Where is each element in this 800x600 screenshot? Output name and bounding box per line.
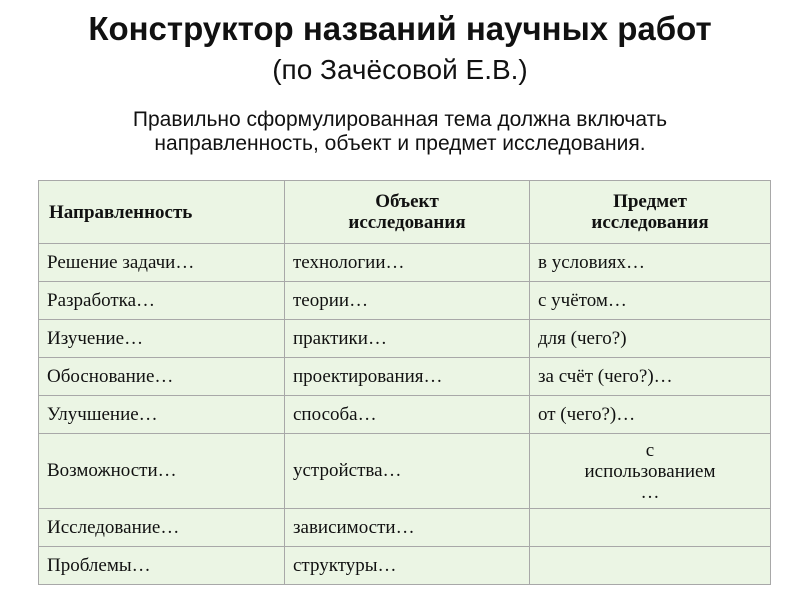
table-row <box>39 244 771 282</box>
table-row <box>39 509 771 547</box>
table-cell: за счёт (чего?)… <box>530 358 771 396</box>
table-cell: проектирования… <box>285 358 530 396</box>
wrapped-cell-line2: использованием <box>584 460 716 482</box>
header-object-line2: исследования <box>348 212 466 233</box>
intro-line-2: направленность, объект и предмет исследования. <box>154 132 646 155</box>
wrapped-cell-line3: … <box>640 481 660 503</box>
table-row <box>39 434 771 509</box>
table-cell: от (чего?)… <box>530 396 771 434</box>
table-cell: в условиях… <box>530 244 771 282</box>
table-cell: устройства… <box>285 434 530 509</box>
table-cell: технологии… <box>285 244 530 282</box>
table-cell: способа… <box>285 396 530 434</box>
table-cell: зависимости… <box>285 509 530 547</box>
header-subject-line2: исследования <box>591 212 709 233</box>
header-subject-line1: Предмет <box>613 191 687 212</box>
table-cell <box>530 547 771 585</box>
table-cell: для (чего?) <box>530 320 771 358</box>
header-object-line1: Объект <box>375 191 439 212</box>
page-subtitle: (по Зачёсовой Е.В.) <box>272 54 528 85</box>
intro-text <box>0 108 800 156</box>
table-cell: Обоснование… <box>39 358 285 396</box>
table-cell: Улучшение… <box>39 396 285 434</box>
wrapped-cell-line1: с <box>645 439 655 461</box>
table-row <box>39 358 771 396</box>
header-direction <box>39 181 285 244</box>
table-row <box>39 396 771 434</box>
intro-line-1: Правильно сформулированная тема должна включать <box>132 108 668 131</box>
table-cell <box>530 509 771 547</box>
table-cell: Проблемы… <box>39 547 285 585</box>
table-cell: теории… <box>285 282 530 320</box>
table-cell: Изучение… <box>39 320 285 358</box>
table-cell: Решение задачи… <box>39 244 285 282</box>
table-row <box>39 320 771 358</box>
header-subject <box>530 181 771 244</box>
table-header-row <box>39 181 771 244</box>
table-cell: практики… <box>285 320 530 358</box>
page-title: Конструктор названий научных работ <box>88 10 712 47</box>
table-cell: с учётом… <box>530 282 771 320</box>
table-row <box>39 282 771 320</box>
header-object <box>285 181 530 244</box>
table-cell-wrapped <box>530 434 771 509</box>
table-cell: Исследование… <box>39 509 285 547</box>
header-direction-label: Направленность <box>49 201 193 223</box>
table-cell: Разработка… <box>39 282 285 320</box>
table-cell: Возможности… <box>39 434 285 509</box>
table-row <box>39 547 771 585</box>
table-cell: структуры… <box>285 547 530 585</box>
title-constructor-table <box>38 180 771 585</box>
